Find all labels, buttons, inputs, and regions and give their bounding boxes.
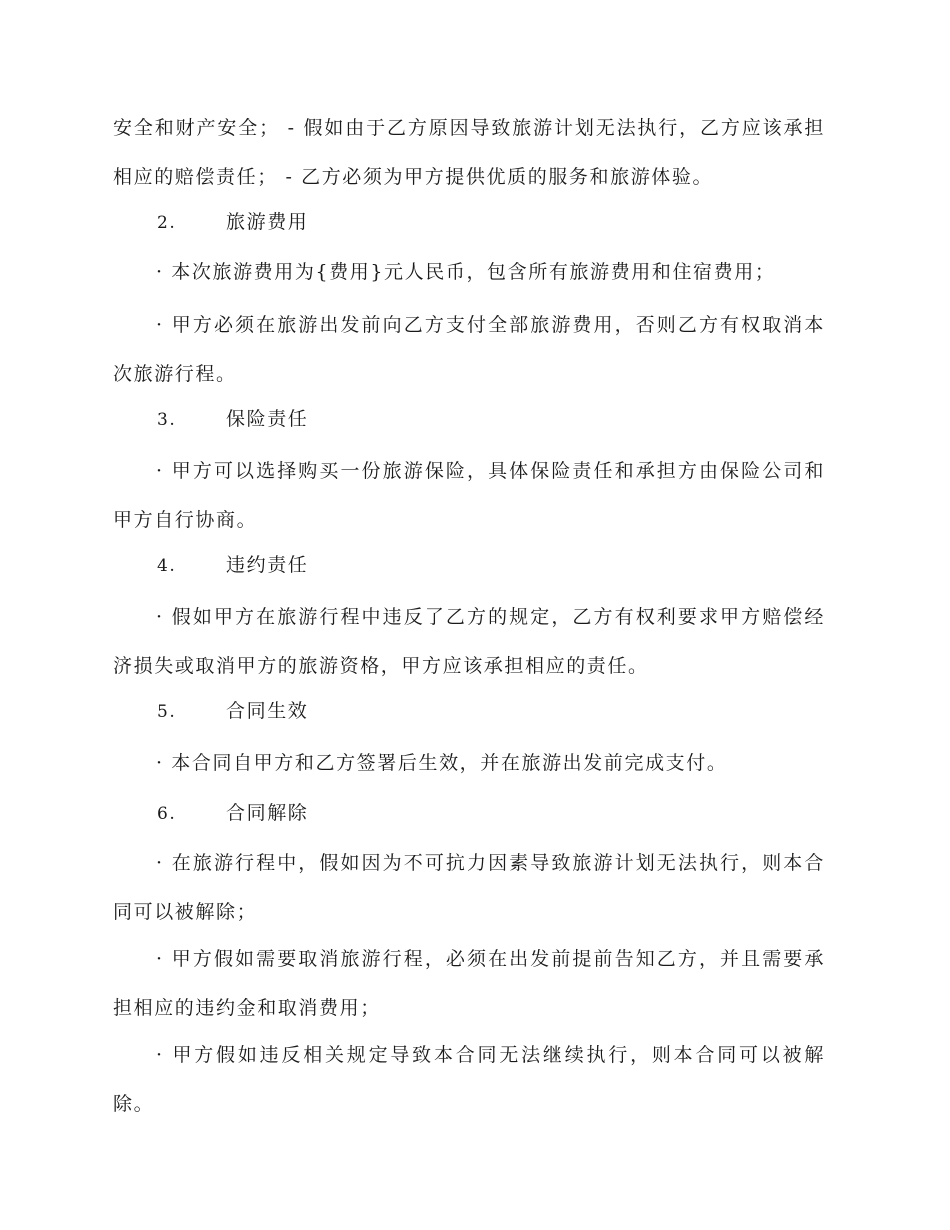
section-number: 3. <box>157 410 177 430</box>
section-number: 6. <box>157 804 177 824</box>
section-heading-6 <box>157 798 308 829</box>
intro-continuation-paragraph: 安全和财产安全； - 假如由于乙方原因导致旅游计划无法执行，乙方应该承担相应的赔偿责任； - 乙方必须为甲方提供优质的服务和旅游体验。 <box>113 117 825 188</box>
section-2-item-1: · 本次旅游费用为{费用}元人民币，包含所有旅游费用和住宿费用； <box>156 261 776 283</box>
section-title: 违约责任 <box>226 554 309 576</box>
section-6-item-1: · 在旅游行程中，假如因为不可抗力因素导致旅游计划无法执行，则本合同可以被解除； <box>113 852 825 923</box>
section-4-item-1: · 假如甲方在旅游行程中违反了乙方的规定，乙方有权利要求甲方赔偿经济损失或取消甲方的旅游资格，甲方应该承担相应的责任。 <box>113 606 825 677</box>
section-6-item-2: · 甲方假如需要取消旅游行程，必须在出发前提前告知乙方，并且需要承担相应的违约金和取消费用； <box>113 948 825 1019</box>
section-heading-5 <box>157 696 308 727</box>
section-6-item-3: · 甲方假如违反相关规定导致本合同无法继续执行，则本合同可以被解除。 <box>113 1044 825 1115</box>
section-heading-2 <box>157 207 308 238</box>
section-5-item-1: · 本合同自甲方和乙方签署后生效，并在旅游出发前完成支付。 <box>156 752 728 774</box>
section-number: 4. <box>157 556 177 576</box>
section-number: 5. <box>157 702 177 722</box>
section-heading-3 <box>157 404 308 435</box>
section-title: 旅游费用 <box>226 211 309 233</box>
section-2-item-2: · 甲方必须在旅游出发前向乙方支付全部旅游费用，否则乙方有权取消本次旅游行程。 <box>113 314 825 385</box>
section-3-item-1: · 甲方可以选择购买一份旅游保险，具体保险责任和承担方由保险公司和甲方自行协商。 <box>113 460 825 531</box>
section-title: 保险责任 <box>226 408 309 430</box>
section-title: 合同解除 <box>226 802 309 824</box>
section-title: 合同生效 <box>226 700 309 722</box>
section-heading-4 <box>157 550 308 581</box>
section-number: 2. <box>157 213 177 233</box>
